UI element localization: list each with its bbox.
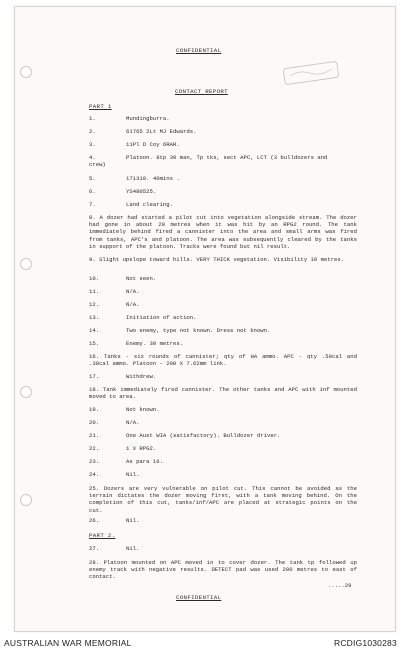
archive-reference: RCDIG1030283 <box>334 638 397 648</box>
list-item: Not seen. <box>126 275 157 282</box>
list-item: Platoon. 8tp 30 man, Tp tks, sect APC, LCT (3 bulldozers and <box>126 154 328 161</box>
list-item: Enemy. 30 metres. <box>126 340 184 347</box>
list-item-number: 2. <box>89 128 96 135</box>
list-item-number: 7. <box>89 201 96 208</box>
list-item: Nil. <box>126 517 140 524</box>
list-item-number: 14. <box>89 327 100 334</box>
list-item-continued: crew) <box>89 161 106 168</box>
list-item: Two enemy, type not known. Dress not known. <box>126 327 271 334</box>
list-item-number: 20. <box>89 419 100 426</box>
list-item-number: 24. <box>89 471 100 478</box>
list-item-number: 4. <box>89 154 96 161</box>
list-item: Not known. <box>126 406 160 413</box>
part2-heading: PART 2. <box>89 532 116 539</box>
paragraph-8: 8. A dozer had started a pilot cut into vegetation alongside stream. The dozer had gone in about 20 metres when it was hit by an RPG2 round. The tank immediately behind fired a cannister into the area and small arms was fired from tanks, APC's and platoon. The area was subsequently cleared by the tanks in support of the platoon. Tracks were found but nil result. <box>89 214 357 250</box>
punch-hole <box>20 386 32 398</box>
list-item: 1 X RPG2. <box>126 445 157 452</box>
list-item-number: 17. <box>89 373 100 380</box>
paragraph-18: 18. Tank immediately fired cannister. The other tanks and APC with inf mounted moved to area. <box>89 386 357 401</box>
list-item-number: 26. <box>89 517 100 524</box>
list-item: YS480525. <box>126 188 157 195</box>
list-item: Withdrew. <box>126 373 157 380</box>
archive-credit: AUSTRALIAN WAR MEMORIAL <box>4 638 132 648</box>
list-item-number: 6. <box>89 188 96 195</box>
part1-heading: PART 1 <box>89 103 112 110</box>
list-item-number: 12. <box>89 301 100 308</box>
punch-hole <box>20 494 32 506</box>
list-item-number: 15. <box>89 340 100 347</box>
list-item: 171310. 40mins . <box>126 175 180 182</box>
list-item-number: 27. <box>89 545 100 552</box>
report-title: CONTACT REPORT <box>175 88 228 95</box>
list-item-number: 22. <box>89 445 100 452</box>
list-item: 61765 2Lt MJ Edwards. <box>126 128 197 135</box>
punch-hole <box>20 66 32 78</box>
list-item-number: 1. <box>89 115 96 122</box>
list-item: N/A. <box>126 419 140 426</box>
list-item: Nil. <box>126 471 140 478</box>
list-item: Land clearing. <box>126 201 173 208</box>
footer-classification: CONFIDENTIAL <box>176 594 222 601</box>
list-item-number: 23. <box>89 458 100 465</box>
list-item: Mundingburra. <box>126 115 170 122</box>
paragraph-28: 28. Platoon mounted on APC moved in to cover dozer. The tank tp followed up enemy track with negative results. DETECT pad was used 200 metres to east of contact. <box>89 559 357 581</box>
paragraph-25: 25. Dozers are very vulnerable on pilot cut. This cannot be avoided as the terrain dictates the dozer moving first, with a tank moving behind. On the completion of this cut, tanks/inf/APC are placed at strategic points on the cut. <box>89 485 357 514</box>
list-item-number: 19. <box>89 406 100 413</box>
list-item-number: 5. <box>89 175 96 182</box>
list-item: Initiation of action. <box>126 314 197 321</box>
list-item: N/A. <box>126 288 140 295</box>
header-classification: CONFIDENTIAL <box>176 47 222 54</box>
paragraph-9: 9. Slight upslope toward hills. VERY THICK vegetation. Visibility 10 metres. <box>89 256 345 263</box>
list-item-number: 10. <box>89 275 100 282</box>
list-item: N/A. <box>126 301 140 308</box>
list-item-number: 11. <box>89 288 100 295</box>
list-item-number: 21. <box>89 432 100 439</box>
document-page <box>14 6 396 632</box>
page-continuation: .....29 <box>328 582 352 589</box>
list-item: One Aust WIA (satisfactory). Bulldozer driver. <box>126 432 281 439</box>
list-item: As para 16. <box>126 458 163 465</box>
list-item: 11Pl D Coy 6RAR. <box>126 141 180 148</box>
list-item-number: 13. <box>89 314 100 321</box>
list-item-number: 3. <box>89 141 96 148</box>
paragraph-16: 16. Tanks - six rounds of cannister; qty of HA ammo. APC - qty .50cal and .30cal ammo. Platoon - 200 X 7.62mm link. <box>89 353 357 368</box>
list-item: Nil. <box>126 545 140 552</box>
punch-hole <box>20 258 32 270</box>
